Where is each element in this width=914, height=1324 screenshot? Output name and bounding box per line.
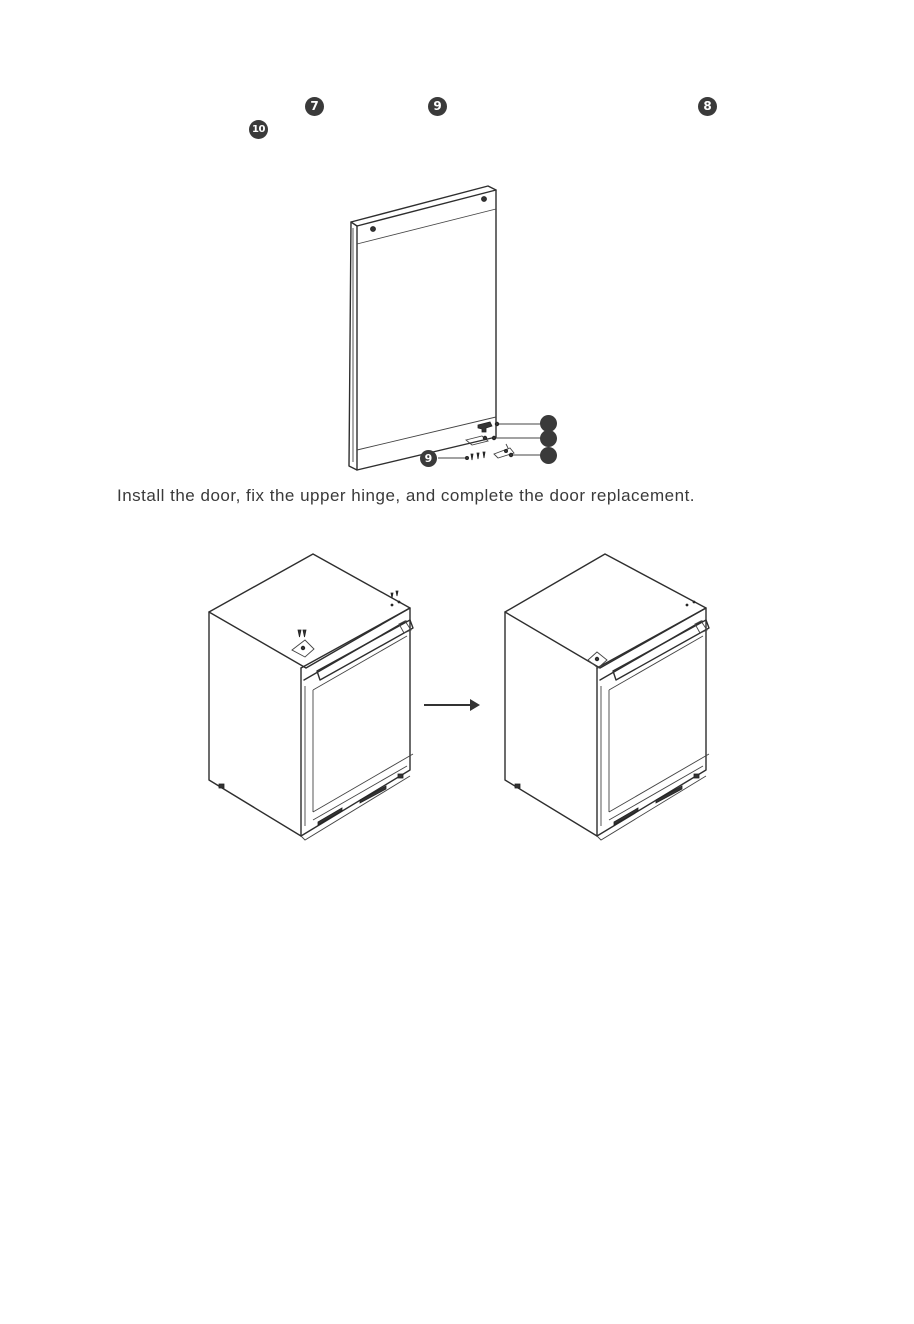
callout-8-icon: 8: [698, 97, 717, 116]
callout-9-icon: 9: [428, 97, 447, 116]
step-caption: Install the door, fix the upper hinge, and complete the door replacement.: [117, 486, 696, 505]
door-screw-callout-9-icon: 9: [420, 450, 437, 467]
callout-10-icon: 10: [249, 120, 268, 139]
callout-7-icon: 7: [305, 97, 324, 116]
